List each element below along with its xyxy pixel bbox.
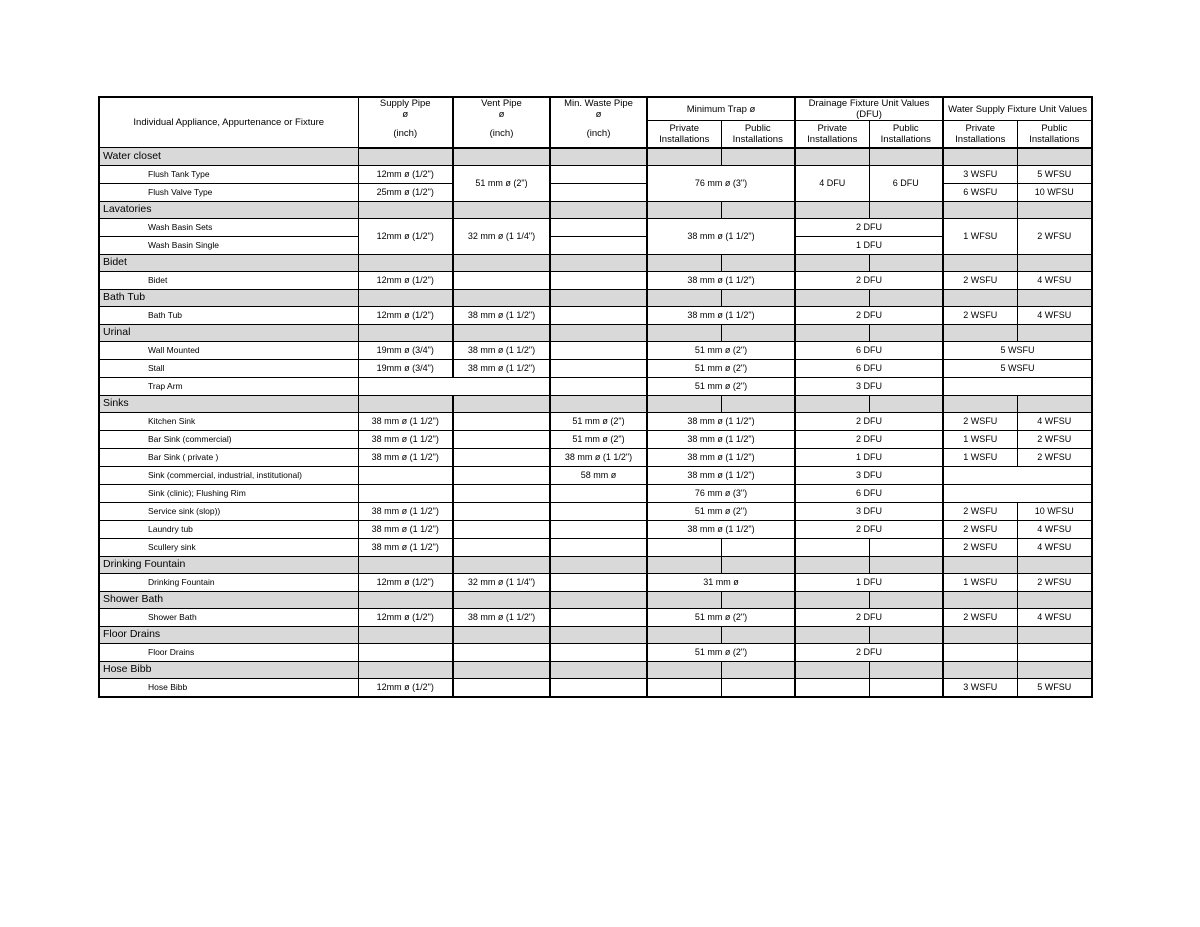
trap-cell: 38 mm ø (1 1/2"): [647, 430, 795, 448]
ws-private-header: Private Installations: [943, 121, 1017, 148]
ws-private-cell: 3 WSFU: [943, 165, 1017, 183]
supply-cell: 19mm ø (3/4"): [358, 341, 453, 359]
ws-private-cell: 2 WSFU: [943, 271, 1017, 289]
trap-cell: 51 mm ø (2"): [647, 377, 795, 395]
category-water-closet: Water closet: [99, 148, 358, 166]
ws-public-cell: 2 WFSU: [1017, 430, 1092, 448]
ws-private-cell: 6 WSFU: [943, 183, 1017, 201]
supply-cell: 12mm ø (1/2"): [358, 678, 453, 697]
trap-cell: 38 mm ø (1 1/2"): [647, 520, 795, 538]
table-row: [99, 520, 1092, 538]
fixture-name: Stall: [99, 359, 358, 377]
ws-public-cell: 10 WFSU: [1017, 502, 1092, 520]
table-row: [99, 538, 1092, 556]
fixture-name: Laundry tub: [99, 520, 358, 538]
table-row: [99, 448, 1092, 466]
dfu-cell: 2 DFU: [795, 430, 943, 448]
dfu-cell: 3 DFU: [795, 466, 943, 484]
supply-pipe-header: Supply Pipe ø: [358, 97, 453, 121]
dfu-cell: 1 DFU: [795, 573, 943, 591]
supply-cell: 12mm ø (1/2"): [358, 573, 453, 591]
category-row: [99, 661, 1092, 678]
trap-cell: 51 mm ø (2"): [647, 341, 795, 359]
table-row: [99, 183, 1092, 201]
fixture-name: Flush Valve Type: [99, 183, 358, 201]
ws-private-cell: 1 WFSU: [943, 218, 1017, 254]
dfu-cell: 2 DFU: [795, 271, 943, 289]
ws-public-cell: 4 WFSU: [1017, 608, 1092, 626]
fixture-name: Sink (clinic); Flushing Rim: [99, 484, 358, 502]
waste-cell: 51 mm ø (2"): [550, 412, 647, 430]
trap-cell: 51 mm ø (2"): [647, 359, 795, 377]
ws-public-cell: 10 WFSU: [1017, 183, 1092, 201]
table-row: [99, 412, 1092, 430]
supply-cell: 38 mm ø (1 1/2"): [358, 538, 453, 556]
fixture-name: Sink (commercial, industrial, institutional): [99, 466, 358, 484]
dfu-public-header: Public Installations: [869, 121, 943, 148]
fixture-name: Service sink (slop)): [99, 502, 358, 520]
table-row: [99, 502, 1092, 520]
trap-cell: 38 mm ø (1 1/2"): [647, 412, 795, 430]
ws-private-cell: 2 WSFU: [943, 538, 1017, 556]
trap-cell: 38 mm ø (1 1/2"): [647, 271, 795, 289]
trap-cell: 38 mm ø (1 1/2"): [647, 306, 795, 324]
supply-cell: 38 mm ø (1 1/2"): [358, 430, 453, 448]
vent-cell: 38 mm ø (1 1/2"): [453, 306, 550, 324]
dfu-cell: 1 DFU: [795, 448, 943, 466]
supply-cell: 38 mm ø (1 1/2"): [358, 412, 453, 430]
table-row: [99, 218, 1092, 236]
fixture-name: Drinking Fountain: [99, 573, 358, 591]
dfu-cell: 2 DFU: [795, 306, 943, 324]
fixture-name: Wall Mounted: [99, 341, 358, 359]
wsfu-header: Water Supply Fixture Unit Values: [943, 97, 1092, 121]
category-sinks: Sinks: [99, 395, 358, 412]
fixture-name: Bar Sink (commercial): [99, 430, 358, 448]
trap-private-header: Private Installations: [647, 121, 721, 148]
ws-private-cell: 3 WSFU: [943, 678, 1017, 697]
supply-cell: 25mm ø (1/2"): [358, 183, 453, 201]
dfu-public-cell: 6 DFU: [869, 165, 943, 201]
ws-private-cell: 1 WSFU: [943, 573, 1017, 591]
dfu-cell: 3 DFU: [795, 377, 943, 395]
supply-cell: 38 mm ø (1 1/2"): [358, 448, 453, 466]
ws-private-cell: 2 WSFU: [943, 412, 1017, 430]
vent-cell: 32 mm ø (1 1/4"): [453, 573, 550, 591]
header-row-1: [99, 97, 1092, 121]
dfu-header: Drainage Fixture Unit Values (DFU): [795, 97, 943, 121]
dfu-cell: 2 DFU: [795, 520, 943, 538]
ws-public-header: Public Installations: [1017, 121, 1092, 148]
vent-cell: 38 mm ø (1 1/2"): [453, 359, 550, 377]
category-urinal: Urinal: [99, 324, 358, 341]
vent-cell: 51 mm ø (2"): [453, 165, 550, 201]
ws-public-cell: 5 WFSU: [1017, 165, 1092, 183]
trap-cell: 38 mm ø (1 1/2"): [647, 466, 795, 484]
table-row: [99, 306, 1092, 324]
table-row: [99, 678, 1092, 697]
table-row: [99, 377, 1092, 395]
fixture-name: Kitchen Sink: [99, 412, 358, 430]
dfu-cell: 2 DFU: [795, 608, 943, 626]
trap-cell: 38 mm ø (1 1/2"): [647, 218, 795, 254]
table-row: [99, 608, 1092, 626]
category-row: [99, 148, 1092, 166]
ws-private-cell: 1 WSFU: [943, 430, 1017, 448]
fixture-name: Wash Basin Sets: [99, 218, 358, 236]
category-row: [99, 289, 1092, 306]
table-row: [99, 271, 1092, 289]
dfu-cell: 6 DFU: [795, 359, 943, 377]
vent-cell: 32 mm ø (1 1/4"): [453, 218, 550, 254]
fixture-column-header: Individual Appliance, Appurtenance or Fixture: [99, 97, 358, 148]
category-row: [99, 201, 1092, 218]
supply-cell: 12mm ø (1/2"): [358, 306, 453, 324]
trap-cell: 76 mm ø (3"): [647, 165, 795, 201]
table-row: [99, 466, 1092, 484]
trap-cell: 51 mm ø (2"): [647, 608, 795, 626]
supply-cell: 19mm ø (3/4"): [358, 359, 453, 377]
ws-public-cell: 4 WFSU: [1017, 412, 1092, 430]
ws-public-cell: 2 WFSU: [1017, 218, 1092, 254]
vent-cell: 38 mm ø (1 1/2"): [453, 341, 550, 359]
ws-private-cell: 1 WSFU: [943, 448, 1017, 466]
ws-cell: 5 WSFU: [943, 341, 1092, 359]
supply-cell: 12mm ø (1/2"): [358, 218, 453, 254]
ws-public-cell: 4 WFSU: [1017, 271, 1092, 289]
category-bath-tub: Bath Tub: [99, 289, 358, 306]
category-row: [99, 626, 1092, 643]
trap-cell: 76 mm ø (3"): [647, 484, 795, 502]
ws-public-cell: 4 WFSU: [1017, 538, 1092, 556]
supply-cell: 38 mm ø (1 1/2"): [358, 520, 453, 538]
supply-cell: 38 mm ø (1 1/2"): [358, 502, 453, 520]
trap-cell: 38 mm ø (1 1/2"): [647, 448, 795, 466]
fixture-name: Shower Bath: [99, 608, 358, 626]
table-row: [99, 484, 1092, 502]
ws-public-cell: 2 WFSU: [1017, 448, 1092, 466]
dfu-cell: 6 DFU: [795, 341, 943, 359]
supply-cell: 12mm ø (1/2"): [358, 608, 453, 626]
category-row: [99, 591, 1092, 608]
ws-private-cell: 2 WSFU: [943, 608, 1017, 626]
ws-private-cell: 2 WSFU: [943, 306, 1017, 324]
table-row: [99, 573, 1092, 591]
fixture-name: Hose Bibb: [99, 678, 358, 697]
category-lavatories: Lavatories: [99, 201, 358, 218]
fixture-name: Floor Drains: [99, 643, 358, 661]
ws-private-cell: 2 WSFU: [943, 520, 1017, 538]
ws-private-cell: 2 WSFU: [943, 502, 1017, 520]
trap-cell: 51 mm ø (2"): [647, 643, 795, 661]
category-row: [99, 324, 1092, 341]
fixture-name: Flush Tank Type: [99, 165, 358, 183]
table-row: [99, 165, 1092, 183]
fixture-unit-table: [98, 96, 1093, 698]
ws-public-cell: 4 WFSU: [1017, 306, 1092, 324]
dfu-cell: 2 DFU: [795, 412, 943, 430]
fixture-name: Scullery sink: [99, 538, 358, 556]
table-row: [99, 430, 1092, 448]
category-hose-bibb: Hose Bibb: [99, 661, 358, 678]
category-shower-bath: Shower Bath: [99, 591, 358, 608]
category-row: [99, 254, 1092, 271]
dfu-cell: 6 DFU: [795, 484, 943, 502]
dfu-cell: 2 DFU: [795, 218, 943, 236]
fixture-name: Bidet: [99, 271, 358, 289]
supply-cell: 12mm ø (1/2"): [358, 271, 453, 289]
waste-pipe-header: Min. Waste Pipe ø: [550, 97, 647, 121]
supply-cell: 12mm ø (1/2"): [358, 165, 453, 183]
ws-cell: 5 WSFU: [943, 359, 1092, 377]
vent-cell: 38 mm ø (1 1/2"): [453, 608, 550, 626]
minimum-trap-header: Minimum Trap ø: [647, 97, 795, 121]
ws-public-cell: 5 WFSU: [1017, 678, 1092, 697]
dfu-private-header: Private Installations: [795, 121, 869, 148]
waste-cell: 51 mm ø (2"): [550, 430, 647, 448]
category-bidet: Bidet: [99, 254, 358, 271]
dfu-cell: 2 DFU: [795, 643, 943, 661]
fixture-name: Bar Sink ( private ): [99, 448, 358, 466]
table-row: [99, 341, 1092, 359]
table-row: [99, 359, 1092, 377]
trap-cell: 51 mm ø (2"): [647, 502, 795, 520]
waste-cell: 38 mm ø (1 1/2"): [550, 448, 647, 466]
ws-public-cell: 2 WFSU: [1017, 573, 1092, 591]
table-row: [99, 643, 1092, 661]
category-floor-drains: Floor Drains: [99, 626, 358, 643]
dfu-cell: 3 DFU: [795, 502, 943, 520]
vent-pipe-header: Vent Pipe ø: [453, 97, 550, 121]
waste-unit: (inch): [550, 121, 647, 148]
dfu-cell: 1 DFU: [795, 236, 943, 254]
fixture-name: Bath Tub: [99, 306, 358, 324]
vent-unit: (inch): [453, 121, 550, 148]
category-drinking-fountain: Drinking Fountain: [99, 556, 358, 573]
trap-public-header: Public Installations: [721, 121, 795, 148]
ws-public-cell: 4 WFSU: [1017, 520, 1092, 538]
fixture-name: Trap Arm: [99, 377, 358, 395]
category-row: [99, 395, 1092, 412]
supply-unit: (inch): [358, 121, 453, 148]
fixture-name: Wash Basin Single: [99, 236, 358, 254]
trap-cell: 31 mm ø: [647, 573, 795, 591]
category-row: [99, 556, 1092, 573]
waste-cell: 58 mm ø: [550, 466, 647, 484]
dfu-private-cell: 4 DFU: [795, 165, 869, 201]
